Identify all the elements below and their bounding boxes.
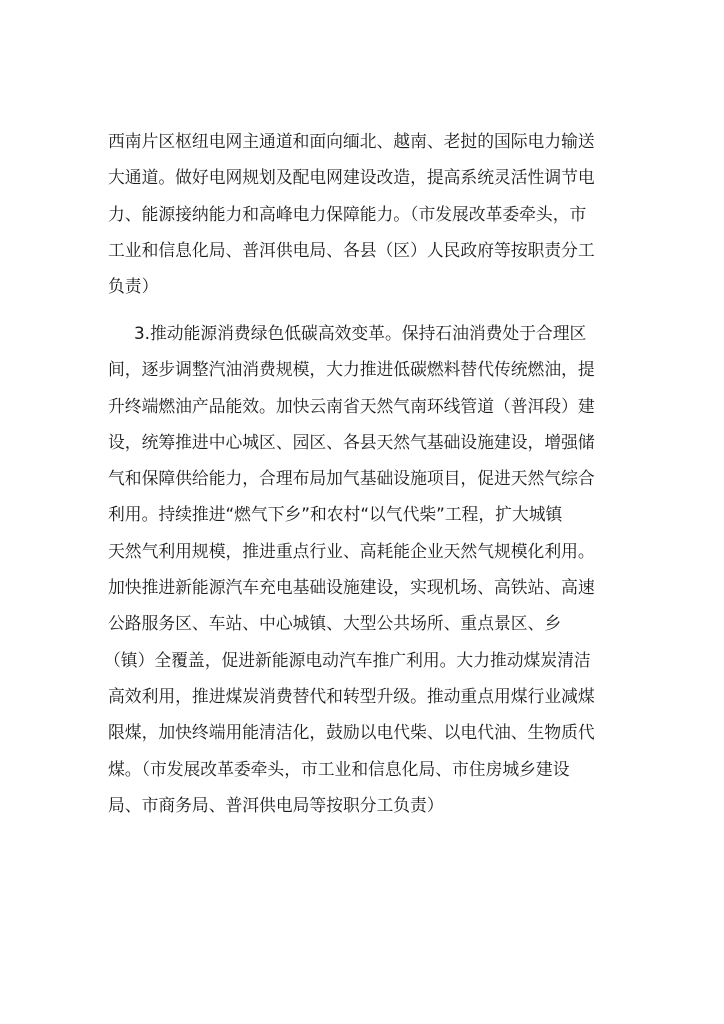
text-line: 大通道。做好电网规划及配电网建设改造，提高系统灵活性调节电 xyxy=(108,167,595,188)
text-line: 西南片区枢纽电网主通道和面向缅北、越南、老挝的国际电力输送 xyxy=(108,131,595,151)
text-line: （镇）全覆盖，促进新能源电动汽车推广利用。大力推动煤炭清洁 xyxy=(104,649,591,670)
text-line: 高效利用，推进煤炭消费替代和转型升级。推动重点用煤行业减煤 xyxy=(108,685,595,706)
text-line: 间，逐步调整汽油消费规模，大力推进低碳燃料替代传统燃油，提 xyxy=(108,359,595,380)
text-line: 升终端燃油产品能效。加快云南省天然气南环线管道（普洱段）建 xyxy=(108,395,595,416)
paragraph-energy-consumption xyxy=(104,315,628,823)
paragraph-heading-line: 3.推动能源消费绿色低碳高效变革。保持石油消费处于合理区 xyxy=(134,323,587,343)
text-line: 负责） xyxy=(108,276,159,297)
text-line: 公路服务区、车站、中心城镇、大型公共场所、重点景区、乡 xyxy=(108,613,562,634)
text-line: 煤。（市发展改革委牵头，市工业和信息化局、市住房城乡建设 xyxy=(108,758,570,779)
text-line: 工业和信息化局、普洱供电局、各县（区）人民政府等按职责分工 xyxy=(108,239,595,260)
paragraph-grid-construction xyxy=(108,123,628,304)
text-line: 力、能源接纳能力和高峰电力保障能力。（市发展改革委牵头，市 xyxy=(108,203,587,224)
text-line: 局、市商务局、普洱供电局等按职分工负责） xyxy=(108,794,444,815)
text-line: 设，统筹推进中心城区、园区、各县天然气基础设施建设，增强储 xyxy=(108,431,595,452)
text-line: 加快推进新能源汽车充电基础设施建设，实现机场、高铁站、高速 xyxy=(108,577,595,598)
text-line: 限煤，加快终端用能清洁化，鼓励以电代柴、以电代油、生物质代 xyxy=(108,722,595,743)
text-line: 利用。持续推进“燃气下乡”和农村“以气代柴”工程，扩大城镇 xyxy=(108,504,563,525)
text-line: 天然气利用规模，推进重点行业、高耗能企业天然气规模化利用。 xyxy=(108,540,595,561)
text-line: 气和保障供给能力，合理布局加气基础设施项目，促进天然气综合 xyxy=(108,468,595,489)
